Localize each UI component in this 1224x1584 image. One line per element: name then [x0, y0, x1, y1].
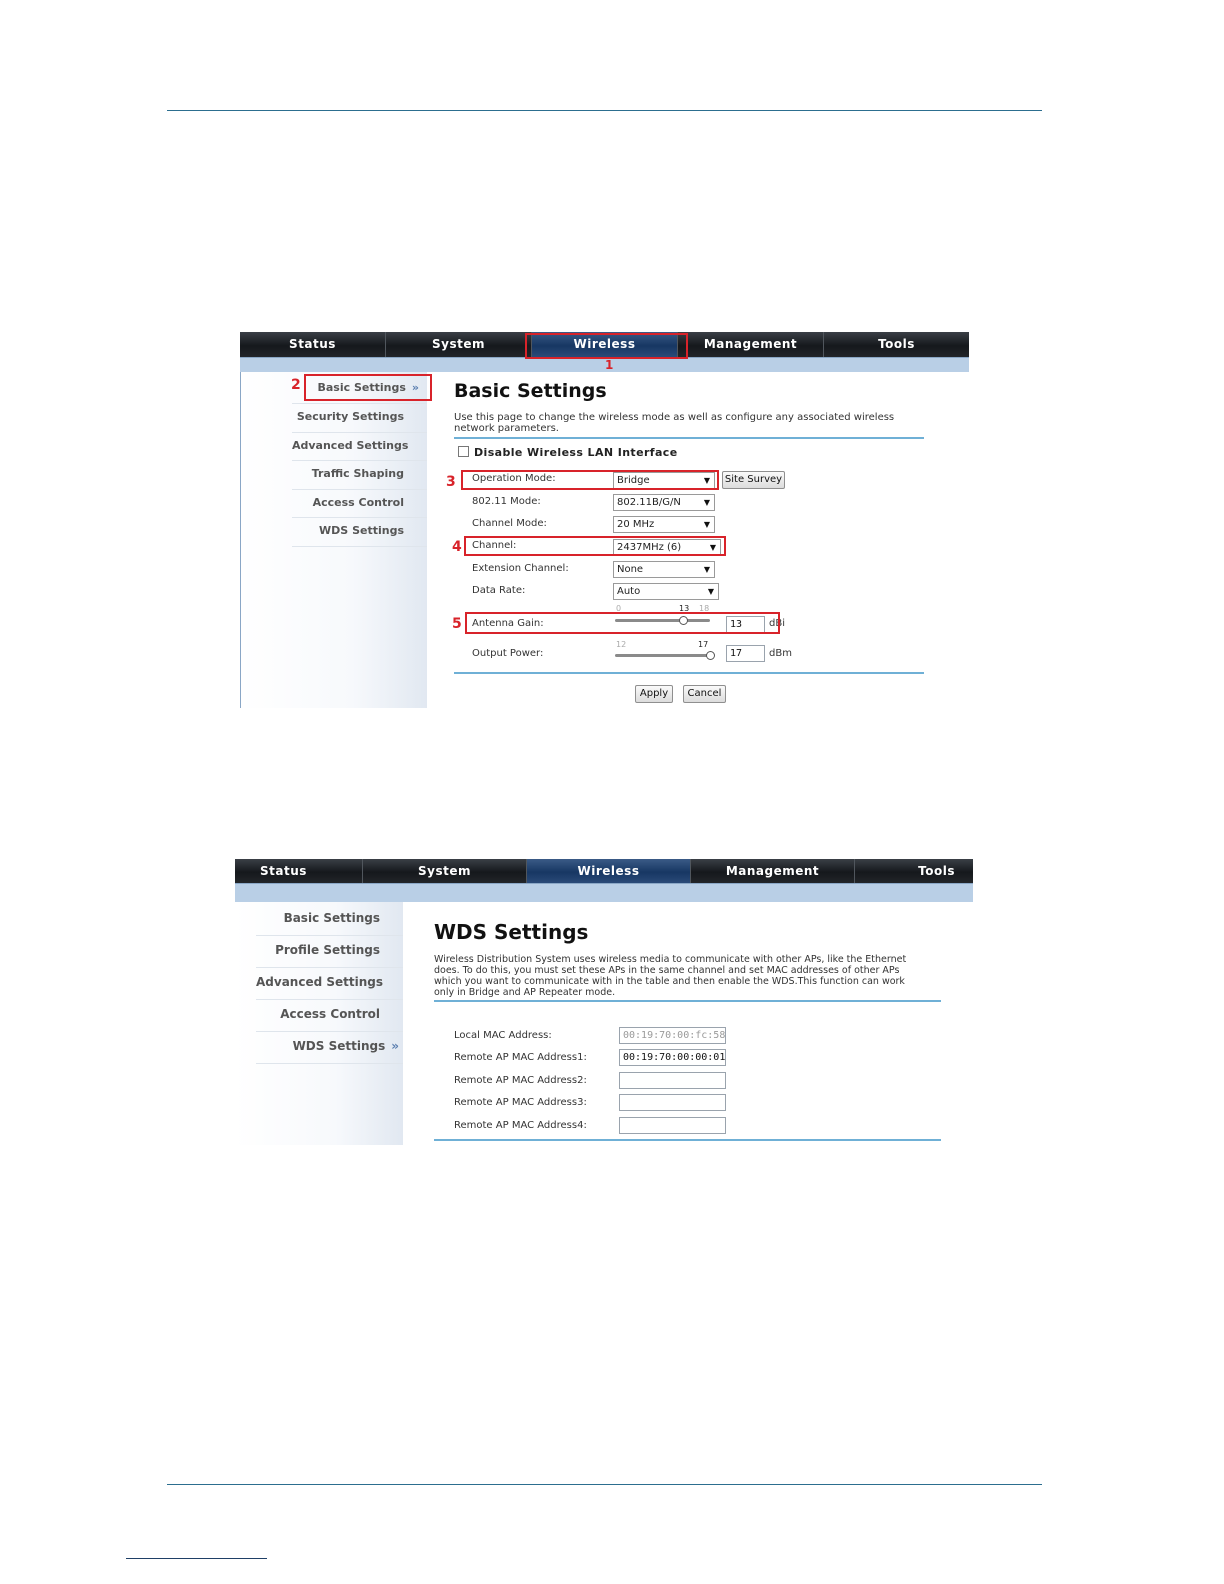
antenna-gain-input[interactable]: 13	[726, 616, 765, 633]
extension-channel-select[interactable]: None ▼	[613, 561, 715, 578]
callout-number-1: 1	[605, 358, 614, 372]
sidebar-item-wds-settings[interactable]	[292, 518, 427, 547]
double-chevron-right-icon: »	[411, 381, 419, 394]
remote-mac3-label: Remote AP MAC Address3:	[454, 1097, 587, 1108]
sidebar-item-advanced-settings[interactable]	[292, 433, 427, 461]
remote-mac1-field[interactable]: 00:19:70:00:00:01	[619, 1049, 726, 1066]
callout-number-2: 2	[291, 377, 301, 393]
sub-bar	[235, 883, 973, 902]
basic-settings-screenshot	[240, 332, 969, 708]
main-tab-bar	[240, 332, 969, 357]
sidebar-item-basic-settings[interactable]	[292, 376, 427, 404]
antenna-gain-slider-handle[interactable]	[679, 616, 688, 625]
local-mac-field: 00:19:70:00:fc:58	[619, 1027, 726, 1044]
disable-wlan-label: Disable Wireless LAN Interface	[474, 446, 678, 459]
antenna-gain-max: 18	[699, 604, 710, 613]
channel-mode-label: Channel Mode:	[472, 518, 547, 529]
sidebar-item-access-control[interactable]	[256, 1000, 403, 1032]
sidebar-item-label: Profile Settings	[275, 943, 380, 957]
sidebar-item-label: WDS Settings	[319, 524, 404, 537]
main-tab-bar	[235, 859, 973, 883]
dropdown-arrow-icon: ▼	[703, 520, 710, 529]
callout-number-3: 3	[446, 474, 456, 490]
sidebar-item-security-settings[interactable]	[292, 404, 427, 433]
antenna-gain-unit: dBi	[769, 618, 785, 629]
tab-status[interactable]: Status	[235, 859, 363, 883]
dropdown-arrow-icon: ▼	[703, 476, 710, 485]
sidebar-item-label: Basic Settings	[317, 381, 406, 394]
double-chevron-right-icon: »	[391, 1039, 399, 1053]
data-rate-label: Data Rate:	[472, 585, 526, 596]
remote-mac1-label: Remote AP MAC Address1:	[454, 1052, 587, 1063]
mode-80211-select[interactable]: 802.11B/G/N ▼	[613, 494, 715, 511]
remote-mac2-field[interactable]	[619, 1072, 726, 1089]
footnote-rule	[126, 1558, 267, 1559]
local-mac-label: Local MAC Address:	[454, 1030, 552, 1041]
antenna-gain-slider[interactable]	[615, 619, 710, 622]
tab-management[interactable]: Management	[691, 859, 855, 883]
remote-mac4-field[interactable]	[619, 1117, 726, 1134]
disable-wlan-checkbox[interactable]	[458, 446, 469, 457]
callout-number-5: 5	[452, 616, 462, 632]
page-title: WDS Settings	[434, 920, 589, 944]
sidebar-item-basic-settings[interactable]	[256, 904, 403, 936]
dropdown-arrow-icon: ▼	[709, 543, 716, 552]
remote-mac2-label: Remote AP MAC Address2:	[454, 1075, 587, 1086]
page-description: Wireless Distribution System uses wireless media to communicate with other APs, like the Ethernet does. To do this, you must set these APs in the same channel and set MAC addresses of other APs which you want to communicate with in the table and then enable the WDS.This function can work only in Bridge and AP Repeater mode.	[434, 954, 907, 998]
tab-system[interactable]: System	[386, 332, 532, 357]
sidebar-item-label: Security Settings	[296, 410, 404, 423]
dropdown-arrow-icon: ▼	[703, 498, 710, 507]
output-power-label: Output Power:	[472, 648, 544, 659]
output-power-min: 12	[616, 640, 627, 649]
tab-status[interactable]: Status	[240, 332, 386, 357]
channel-mode-select[interactable]: 20 MHz ▼	[613, 516, 715, 533]
sidebar-item-label: Access Control	[280, 1007, 380, 1021]
tab-wireless[interactable]: Wireless	[532, 332, 678, 357]
site-survey-button[interactable]: Site Survey	[722, 471, 785, 489]
section-divider	[454, 437, 924, 439]
apply-button[interactable]: Apply	[635, 685, 673, 703]
sidebar	[235, 902, 403, 1145]
page-title: Basic Settings	[454, 380, 607, 402]
page-footer-rule	[167, 1484, 1042, 1485]
page-description: Use this page to change the wireless mode as well as configure any associated wireless network parameters.	[454, 412, 895, 434]
operation-mode-label: Operation Mode:	[472, 473, 556, 484]
sidebar-item-label: WDS Settings	[292, 1039, 386, 1053]
remote-mac3-field[interactable]	[619, 1094, 726, 1111]
sidebar-item-traffic-shaping[interactable]	[292, 461, 427, 490]
sidebar-item-profile-settings[interactable]	[256, 936, 403, 968]
cancel-button[interactable]: Cancel	[683, 685, 726, 703]
antenna-gain-current: 13	[679, 604, 690, 613]
section-divider	[434, 1000, 941, 1002]
sidebar-item-access-control[interactable]	[292, 490, 427, 518]
output-power-current: 17	[698, 640, 709, 649]
data-rate-select[interactable]: Auto ▼	[613, 583, 719, 600]
tab-wireless[interactable]: Wireless	[527, 859, 691, 883]
output-power-input[interactable]: 17	[726, 645, 765, 662]
form-bottom-divider	[434, 1139, 941, 1141]
tab-tools[interactable]: Tools	[878, 337, 915, 351]
page-header-rule	[167, 110, 1042, 111]
antenna-gain-min: 0	[616, 604, 622, 613]
output-power-unit: dBm	[769, 648, 792, 659]
dropdown-arrow-icon: ▼	[707, 587, 714, 596]
extension-channel-label: Extension Channel:	[472, 563, 569, 574]
sidebar	[240, 372, 427, 708]
sidebar-item-label: Access Control	[312, 496, 404, 509]
tab-management[interactable]: Management	[678, 332, 824, 357]
sidebar-item-label: Advanced Settings	[292, 439, 409, 452]
output-power-slider-handle[interactable]	[706, 651, 715, 660]
sidebar-item-advanced-settings[interactable]	[256, 968, 403, 1000]
sidebar-item-label: Traffic Shaping	[311, 467, 404, 480]
wds-settings-screenshot	[235, 859, 973, 1145]
tab-tools[interactable]: Tools	[918, 864, 955, 878]
tab-system[interactable]: System	[363, 859, 527, 883]
callout-number-4: 4	[452, 539, 462, 555]
channel-label: Channel:	[472, 540, 517, 551]
sidebar-item-wds-settings[interactable]	[256, 1032, 403, 1064]
sidebar-item-label: Advanced Settings	[256, 975, 384, 989]
remote-mac4-label: Remote AP MAC Address4:	[454, 1120, 587, 1131]
antenna-gain-label: Antenna Gain:	[472, 618, 544, 629]
dropdown-arrow-icon: ▼	[703, 565, 710, 574]
channel-select[interactable]: 2437MHz (6) ▼	[613, 539, 721, 556]
mode-80211-label: 802.11 Mode:	[472, 496, 541, 507]
sidebar-item-label: Basic Settings	[283, 911, 380, 925]
output-power-slider[interactable]	[615, 654, 710, 657]
operation-mode-select[interactable]: Bridge ▼	[613, 472, 715, 489]
form-bottom-divider	[454, 672, 924, 674]
